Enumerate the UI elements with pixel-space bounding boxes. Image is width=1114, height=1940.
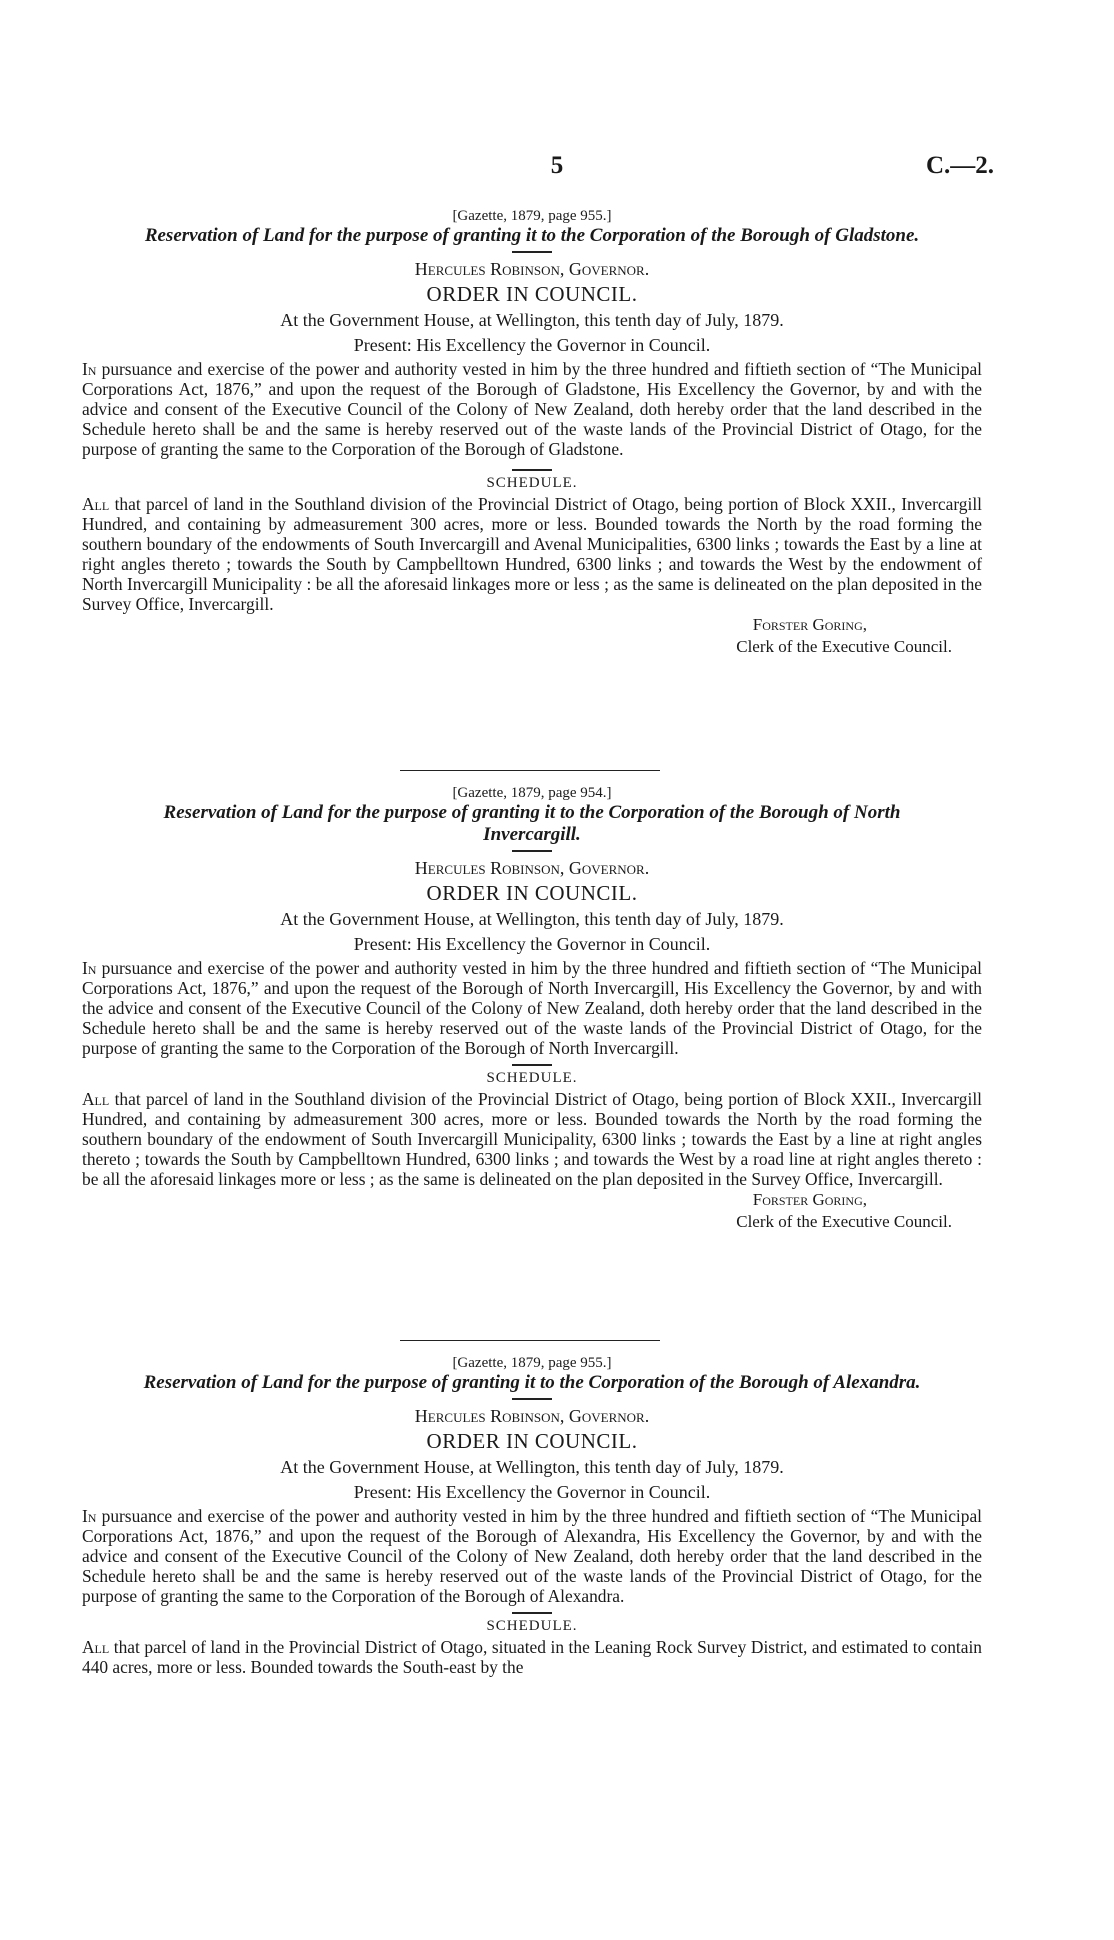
schedule-text: that parcel of land in the Southland division of the Provincial District of Otago, being portion of Block XXII., Invercargill Hundred, and containing by admeasurement 300 acres, more or less. Bounded towards the North by the road forming the southern boundary of the endowment of South Invercargill Municipality, 6300 links ; towards the East by a line at right angles thereto ; towards the South by Campbelltown Hundred, 6300 links ; and towards the West by a road line at right angles thereto : be all the aforesaid linkages more or less ; as the same is delineated on the plan deposited in the Survey Office, Invercargill.	[82, 1089, 982, 1189]
order-body	[82, 958, 982, 1058]
governor-line: Hercules Robinson, Governor.	[414, 1406, 650, 1426]
present-line: Present: His Excellency the Governor in Council.	[353, 1482, 711, 1502]
order-heading: ORDER IN COUNCIL.	[426, 1429, 638, 1453]
schedule-body	[82, 494, 982, 614]
divider	[512, 469, 552, 471]
signature-name	[82, 1189, 982, 1211]
order-heading: ORDER IN COUNCIL.	[426, 282, 638, 306]
schedule-lead: All	[82, 1637, 110, 1657]
schedule-title: SCHEDULE.	[486, 475, 578, 491]
schedule-body	[82, 1637, 982, 1677]
body-text: pursuance and exercise of the power and authority vested in him by the three hundred and fiftieth section of “The Municipal Corporations Act, 1876,” and upon the request of the Borough of Alexandra, His Excellency the Governor, by and with the advice and consent of the Executive Council of the Colony of New Zealand, doth hereby order that the land described in the Schedule hereto shall be and the same is hereby reserved out of the waste lands of the Provincial District of Otago, for the purpose of granting the same to the Corporation of the Borough of Alexandra.	[82, 1506, 982, 1606]
body-lead: In	[82, 359, 97, 379]
divider	[512, 850, 552, 852]
divider	[512, 1064, 552, 1066]
section-separator	[400, 770, 660, 771]
order-heading: ORDER IN COUNCIL.	[426, 881, 638, 905]
notice-title: Reservation of Land for the purpose of granting it to the Corporation of the Borough of North Invercargill.	[163, 802, 901, 845]
divider	[512, 1612, 552, 1614]
order-body	[82, 1506, 982, 1606]
schedule-lead: All	[82, 1089, 110, 1109]
document-reference: C.—2.	[925, 152, 994, 179]
governor-line: Hercules Robinson, Governor.	[414, 259, 650, 279]
section-separator	[400, 1340, 660, 1341]
notice-north-invercargill	[82, 785, 982, 1233]
divider	[512, 1398, 552, 1400]
signature-title: Clerk of the Executive Council.	[736, 637, 952, 656]
signature-title: Clerk of the Executive Council.	[736, 1212, 952, 1231]
governor-line: Hercules Robinson, Governor.	[414, 858, 650, 878]
body-text: pursuance and exercise of the power and authority vested in him by the three hundred and fiftieth section of “The Municipal Corporations Act, 1876,” and upon the request of the Borough of North Invercargill, His Excellency the Governor, by and with the advice and consent of the Executive Council of the Colony of New Zealand, doth hereby order that the land described in the Schedule hereto shall be and the same is hereby reserved out of the waste lands of the Provincial District of Otago, for the purpose of granting the same to the Corporation of the Borough of North Invercargill.	[82, 958, 982, 1058]
body-lead: In	[82, 958, 97, 978]
gazette-reference: [Gazette, 1879, page 955.]	[452, 1355, 612, 1371]
divider	[512, 251, 552, 253]
signatory-name: Forster Goring,	[752, 615, 867, 634]
body-lead: In	[82, 1506, 97, 1526]
place-date: At the Government House, at Wellington, this tenth day of July, 1879.	[280, 909, 784, 929]
page-number: 5	[550, 152, 564, 179]
gazette-reference: [Gazette, 1879, page 955.]	[452, 208, 612, 224]
present-line: Present: His Excellency the Governor in Council.	[353, 335, 711, 355]
notice-title: Reservation of Land for the purpose of granting it to the Corporation of the Borough of Gladstone.	[144, 225, 920, 246]
schedule-text: that parcel of land in the Provincial District of Otago, situated in the Leaning Rock Survey District, and estimated to contain 440 acres, more or less. Bounded towards the South-east by the	[82, 1637, 982, 1677]
signature-name	[82, 614, 982, 636]
gazette-reference: [Gazette, 1879, page 954.]	[452, 785, 612, 801]
present-line: Present: His Excellency the Governor in Council.	[353, 934, 711, 954]
notice-title: Reservation of Land for the purpose of granting it to the Corporation of the Borough of Alexandra.	[143, 1372, 921, 1393]
schedule-title: SCHEDULE.	[486, 1618, 578, 1634]
signatory-name: Forster Goring,	[752, 1190, 867, 1209]
place-date: At the Government House, at Wellington, this tenth day of July, 1879.	[280, 1457, 784, 1477]
schedule-title: SCHEDULE.	[486, 1070, 578, 1086]
notice-gladstone	[82, 208, 982, 658]
schedule-body	[82, 1089, 982, 1189]
order-body	[82, 359, 982, 459]
schedule-lead: All	[82, 494, 110, 514]
place-date: At the Government House, at Wellington, this tenth day of July, 1879.	[280, 310, 784, 330]
schedule-text: that parcel of land in the Southland division of the Provincial District of Otago, being portion of Block XXII., Invercargill Hundred, and containing by admeasurement 300 acres, more or less. Bounded towards the North by the road forming the southern boundary of the endowments of South Invercargill and Avenal Municipalities, 6300 links ; towards the East by a line at right angles thereto ; towards the South by Campbelltown Hundred, 6300 links ; and towards the West by the endowment of North Invercargill Municipality : be all the aforesaid linkages more or less ; as the same is delineated on the plan deposited in the Survey Office, Invercargill.	[82, 494, 982, 614]
body-text: pursuance and exercise of the power and authority vested in him by the three hundred and fiftieth section of “The Municipal Corporations Act, 1876,” and upon the request of the Borough of Gladstone, His Excellency the Governor, by and with the advice and consent of the Executive Council of the Colony of New Zealand, doth hereby order that the land described in the Schedule hereto shall be and the same is hereby reserved out of the waste lands of the Provincial District of Otago, for the purpose of granting the same to the Corporation of the Borough of Gladstone.	[82, 359, 982, 459]
notice-alexandra	[82, 1355, 982, 1677]
